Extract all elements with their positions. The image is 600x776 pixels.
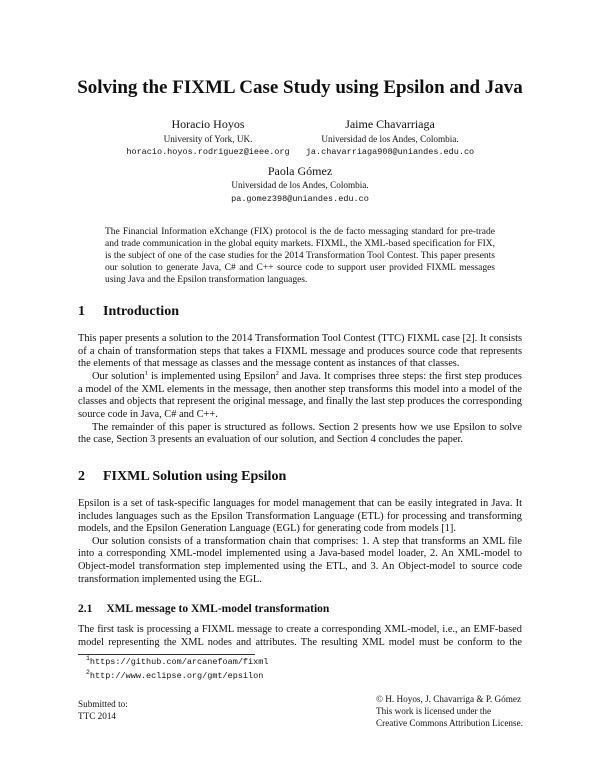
author-email: horacio.hoyos.rodriguez@ieee.org bbox=[126, 147, 290, 157]
abstract-line: The Financial Information eXchange (FIX) protocol is the de facto messaging standard for pre-trade bbox=[105, 227, 495, 237]
body-line: The first task is processing a FIXML message to create a corresponding XML-model, i.e., an EMF-based bbox=[78, 624, 522, 635]
abstract-line: our solution to generate Java, C# and C++ source code to support user provided FIXML messages bbox=[105, 263, 495, 273]
section-title: FIXML Solution using Epsilon bbox=[103, 469, 287, 484]
body-line: This paper presents a solution to the 2014 Transformation Tool Contest (TTC) FIXML case [2]. It consists bbox=[78, 333, 522, 344]
footnote-url[interactable]: http://www.eclipse.org/gmt/epsilon bbox=[89, 671, 264, 681]
text: is implemented using Epsilon bbox=[151, 371, 276, 382]
body-line: Our solution consists of a transformation chain that comprises: 1. A step that transforms an XML file bbox=[92, 536, 522, 547]
body-line: of a chain of transformation steps that takes a FIXML message and produces source code that represents bbox=[78, 346, 522, 357]
author-name: Paola Gómez bbox=[267, 164, 333, 178]
body-line: a model of the XML elements in the message, then another step transforms this model into a model of the bbox=[78, 384, 522, 395]
paper-title: Solving the FIXML Case Study using Epsilon and Java bbox=[77, 77, 523, 98]
footnote bbox=[86, 657, 268, 668]
subsection-heading bbox=[78, 602, 329, 617]
footnote-mark: 1 bbox=[86, 655, 90, 662]
footnote-ref: 1 bbox=[144, 370, 148, 377]
submitted-label: Submitted to: bbox=[78, 699, 128, 709]
author-email: pa.gomez398@uniandes.edu.co bbox=[231, 194, 369, 204]
footnote bbox=[86, 671, 263, 682]
section-number: 2 bbox=[78, 469, 85, 484]
body-line: includes languages such as the Epsilon Transformation Language (ETL) for processing and transforming bbox=[78, 511, 522, 522]
body-line: Epsilon is a set of task-specific languages for model management that can be easily integrated in Java. It bbox=[78, 498, 522, 509]
body-line: models, and the Epsilon Generation Language (EGL) for generating code from models [1]. bbox=[78, 523, 456, 534]
venue: TTC 2014 bbox=[78, 711, 117, 721]
abstract-line: using Java and the Epsilon transformation languages. bbox=[105, 275, 308, 285]
section-number: 2.1 bbox=[78, 603, 93, 615]
section-title: Introduction bbox=[103, 304, 179, 319]
section-title: XML message to XML-model transformation bbox=[106, 603, 330, 615]
body-line: into a corresponding XML-model implemented using a Java-based model loader, 2. An XML-model to bbox=[78, 548, 522, 559]
section-heading bbox=[78, 468, 286, 486]
body-line: transformation implemented using the EGL. bbox=[78, 574, 262, 585]
text: Our solution bbox=[92, 371, 145, 382]
text: and Java. It comprises three steps: the first step produces bbox=[281, 371, 522, 382]
body-line: classes and objects that represent the original message, and finally the last step produces the corresponding bbox=[78, 396, 522, 407]
body-line: The remainder of this paper is structured as follows. Section 2 presents how we use Epsilon to solve bbox=[92, 422, 522, 433]
author-affiliation: Universidad de los Andes, Colombia. bbox=[231, 180, 369, 190]
license-line: This work is licensed under the bbox=[376, 706, 492, 716]
body-line: Object-model transformation step implemented using the ETL, and 3. An Object-model to source code bbox=[78, 561, 522, 572]
body-line: the elements of that message as classes and the message content as instances of that classes. bbox=[78, 358, 460, 369]
author-name: Jaime Chavarriaga bbox=[345, 117, 435, 131]
body-line: source code in Java, C# and C++. bbox=[78, 409, 218, 420]
body-line bbox=[92, 371, 522, 383]
license-line: Creative Commons Attribution License. bbox=[376, 718, 523, 728]
footnote-ref: 2 bbox=[275, 370, 279, 377]
section-heading bbox=[78, 303, 179, 321]
abstract-line: is the subject of one of the case studies for the 2014 Transformation Tool Contest. This paper presents bbox=[105, 251, 495, 261]
author-affiliation: Universidad de los Andes, Colombia. bbox=[321, 134, 459, 144]
footnote-rule bbox=[78, 654, 255, 655]
body-line: the case, Section 3 presents an evaluation of our solution, and Section 4 concludes the paper. bbox=[78, 434, 463, 445]
copyright: © H. Hoyos, J. Chavarriga & P. Gómez bbox=[376, 694, 522, 704]
author-name: Horacio Hoyos bbox=[171, 117, 245, 131]
author-email: ja.chavarriaga908@uniandes.edu.co bbox=[305, 147, 475, 157]
body-line: model representing the XML nodes and attributes. The resulting XML model must be conform to the bbox=[78, 637, 522, 648]
section-number: 1 bbox=[78, 304, 85, 319]
footnote-mark: 2 bbox=[86, 669, 90, 676]
footnote-url[interactable]: https://github.com/arcanefoam/fixml bbox=[89, 657, 269, 667]
abstract-line: and trade communication in the global equity markets. FIXML, the XML-based specification for FIX, bbox=[105, 239, 495, 249]
author-affiliation: University of York, UK. bbox=[163, 134, 253, 144]
